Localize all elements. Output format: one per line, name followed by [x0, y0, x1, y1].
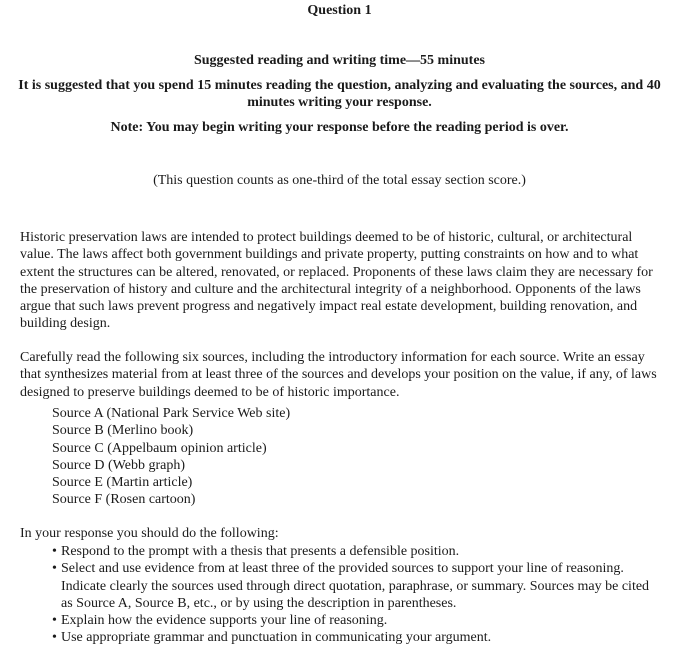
source-item: Source C (Appelbaum opinion article)	[52, 440, 267, 456]
time-suggestion: It is suggested that you spend 15 minutes reading the question, analyzing and evaluating the sources, and 40 minutes writing your response.	[18, 78, 661, 110]
requirement-text: Respond to the prompt with a thesis that presents a defensible position.	[61, 544, 460, 559]
requirement-text: Explain how the evidence supports your line of reasoning.	[61, 613, 388, 629]
instruction-paragraph: Carefully read the following six sources, including the introductory information for each source. Write an essay that synthesizes material from at least three of the sources and develops your position on the value, if any, of laws designed to preserve buildings deemed to be of historic importance.	[20, 350, 657, 400]
bullet-icon: •	[52, 544, 57, 559]
requirement-item	[52, 543, 652, 560]
source-item: Source B (Merlino book)	[52, 423, 194, 439]
requirement-item	[52, 560, 652, 612]
bullet-icon: •	[52, 613, 57, 629]
source-item: Source A (National Park Service Web site)	[52, 406, 291, 421]
score-note: (This question counts as one-third of the total essay section score.)	[153, 173, 526, 188]
reading-note: Note: You may begin writing your response before the reading period is over.	[110, 120, 569, 135]
suggested-time: Suggested reading and writing time—55 minutes	[193, 53, 486, 68]
source-item: Source F (Rosen cartoon)	[52, 492, 196, 508]
bullet-icon: •	[52, 630, 57, 646]
response-requirements	[52, 543, 652, 647]
source-list	[52, 405, 290, 509]
question-title: Question 1	[307, 3, 372, 18]
source-item: Source D (Webb graph)	[52, 457, 185, 473]
requirement-text: Select and use evidence from at least three of the provided sources to support your line of reasoning. Indicate clearly the sources used through direct quotation, paraphrase, or summary. Sources may be cited as Source A, Source B, etc., or by using the description in parentheses.	[61, 561, 650, 611]
requirement-item	[52, 629, 652, 646]
bullet-icon: •	[52, 561, 57, 577]
requirement-item	[52, 612, 652, 629]
source-item: Source E (Martin article)	[52, 475, 193, 491]
requirement-text: Use appropriate grammar and punctuation in communicating your argument.	[61, 630, 492, 646]
intro-paragraph: Historic preservation laws are intended to protect buildings deemed to be of historic, cultural, or architectural value. The laws affect both government buildings and private property, putting constraints on how and to what extent the structures can be altered, renovated, or replaced. Proponents of these laws claim they are necessary for the preservation of history and culture and the architectural integrity of a neighborhood. Opponents of the laws argue that such laws prevent progress and negatively impact real estate development, building renovation, and building design.	[20, 230, 653, 332]
response-intro: In your response you should do the following:	[20, 526, 279, 541]
